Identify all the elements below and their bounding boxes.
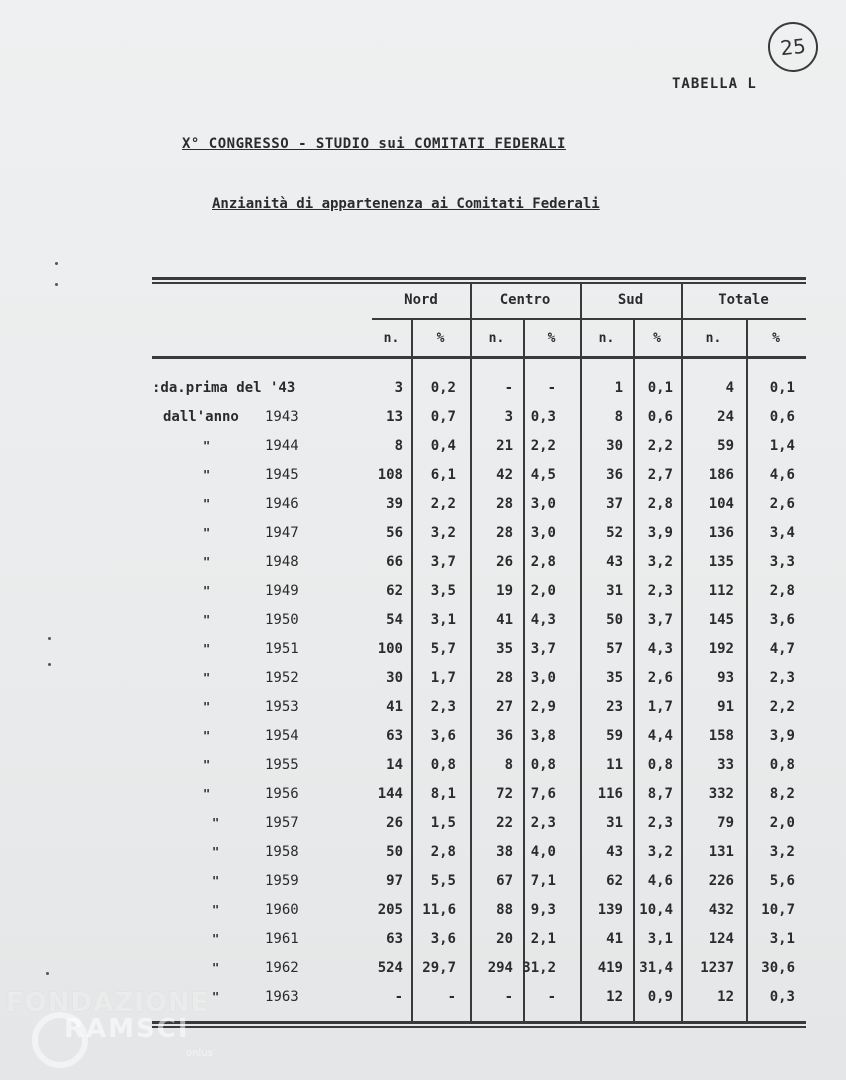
table-cell: 30,6 (761, 960, 795, 976)
table-cell: 8 (504, 757, 513, 773)
row-year: 1945 (265, 467, 299, 483)
table-cell: 0,6 (647, 409, 673, 425)
table-cell: 419 (597, 960, 623, 976)
row-year: 1952 (265, 670, 299, 686)
table-cell: 3,2 (769, 844, 795, 860)
row-year: 1943 (265, 409, 299, 425)
table-cell: 12 (717, 989, 734, 1005)
table-cell: 3,5 (430, 583, 456, 599)
table-cell: 4,6 (769, 467, 795, 483)
table-cell: 3,2 (647, 844, 673, 860)
table-cell: 50 (606, 612, 623, 628)
table-cell: 79 (717, 815, 734, 831)
table-cell: 0,4 (430, 438, 456, 454)
table-cell: 52 (606, 525, 623, 541)
row-year: 1961 (265, 931, 299, 947)
ditto-mark: " (212, 845, 220, 859)
table-cell: 39 (386, 496, 403, 512)
table-top-rule (152, 277, 806, 280)
margin-mark (48, 663, 51, 666)
table-cell: 524 (377, 960, 403, 976)
subcolumn-header: n. (598, 331, 615, 346)
table-cell: 3,8 (530, 728, 556, 744)
table-cell: 2,3 (647, 815, 673, 831)
table-cell: 2,0 (769, 815, 795, 831)
ditto-mark: " (212, 903, 220, 917)
row-year: 1950 (265, 612, 299, 628)
table-cell: 56 (386, 525, 403, 541)
table-cell: 72 (496, 786, 513, 802)
ditto-mark: " (212, 990, 220, 1004)
table-cell: 0,3 (769, 989, 795, 1005)
table-cell: 0,9 (647, 989, 673, 1005)
table-cell: 35 (606, 670, 623, 686)
table-cell: 0,1 (647, 380, 673, 396)
table-cell: 1 (614, 380, 623, 396)
row-year: 1962 (265, 960, 299, 976)
subcolumn-header: % (436, 331, 445, 346)
table-cell: 54 (386, 612, 403, 628)
table-cell: 2,3 (530, 815, 556, 831)
table-cell: 3,9 (647, 525, 673, 541)
table-cell: 3,2 (430, 525, 456, 541)
watermark-text: onlus (186, 1048, 213, 1059)
table-cell: 0,2 (430, 380, 456, 396)
table-cell: 100 (377, 641, 403, 657)
table-cell: 0,8 (647, 757, 673, 773)
ditto-mark: " (212, 874, 220, 888)
table-cell: 2,8 (647, 496, 673, 512)
table-cell: 37 (606, 496, 623, 512)
table-cell: 11 (606, 757, 623, 773)
document-title: X° CONGRESSO - STUDIO sui COMITATI FEDERALI (182, 136, 566, 152)
table-cell: 145 (708, 612, 734, 628)
ditto-mark: " (212, 961, 220, 975)
table-cell: 97 (386, 873, 403, 889)
table-cell: 2,0 (530, 583, 556, 599)
table-cell: 3,0 (530, 496, 556, 512)
table-cell: 10,4 (639, 902, 673, 918)
subcolumn-header: % (653, 331, 661, 346)
table-cell: 30 (386, 670, 403, 686)
table-cell: 4,4 (647, 728, 673, 744)
table-cell: 91 (717, 699, 734, 715)
row-year: 1959 (265, 873, 299, 889)
table-label: TABELLA L (672, 76, 757, 92)
table-cell: 35 (496, 641, 513, 657)
table-cell: 0,8 (769, 757, 795, 773)
table-cell: 3,7 (647, 612, 673, 628)
table-cell: 93 (717, 670, 734, 686)
table-cell: 66 (386, 554, 403, 570)
table-cell: 28 (496, 496, 513, 512)
table-cell: 1,4 (769, 438, 795, 454)
table-cell: 2,3 (769, 670, 795, 686)
table-cell: 139 (597, 902, 623, 918)
watermark-text: RAMSCI (64, 1014, 190, 1044)
row-year: 1947 (265, 525, 299, 541)
table-cell: 332 (708, 786, 734, 802)
row-year: 1963 (265, 989, 299, 1005)
header-rule (372, 318, 806, 320)
row-year: 1960 (265, 902, 299, 918)
table-cell: 6,1 (430, 467, 456, 483)
table-cell: 135 (708, 554, 734, 570)
table-cell: 2,7 (647, 467, 673, 483)
table-cell: 2,3 (647, 583, 673, 599)
ditto-mark: " (212, 816, 220, 830)
table-cell: 7,1 (530, 873, 556, 889)
ditto-mark: " (203, 729, 211, 743)
table-cell: - (447, 989, 456, 1005)
table-cell: 2,2 (769, 699, 795, 715)
table-cell: 0,7 (430, 409, 456, 425)
table-cell: 3 (394, 380, 403, 396)
table-bottom-rule (152, 1021, 806, 1024)
table-cell: 2,8 (430, 844, 456, 860)
table-cell: 88 (496, 902, 513, 918)
table-bottom-rule (152, 1026, 806, 1028)
table-cell: 4,6 (647, 873, 673, 889)
ditto-mark: " (203, 642, 211, 656)
table-cell: 43 (606, 844, 623, 860)
table-cell: 11,6 (422, 902, 456, 918)
document-subtitle: Anzianità di appartenenza ai Comitati Federali (212, 196, 600, 212)
table-cell: 63 (386, 728, 403, 744)
table-cell: 4 (725, 380, 734, 396)
table-cell: 1237 (700, 960, 734, 976)
column-header: Totale (718, 292, 769, 308)
margin-mark (55, 262, 58, 265)
margin-mark (48, 637, 51, 640)
row-year: 1956 (265, 786, 299, 802)
table-cell: 13 (386, 409, 403, 425)
table-cell: 30 (606, 438, 623, 454)
table-cell: 31,4 (639, 960, 673, 976)
table-cell: 2,2 (430, 496, 456, 512)
table-cell: 136 (708, 525, 734, 541)
column-header: Nord (404, 292, 438, 308)
table-cell: 3,9 (769, 728, 795, 744)
table-cell: 36 (606, 467, 623, 483)
ditto-mark: " (203, 439, 211, 453)
table-cell: 59 (606, 728, 623, 744)
table-cell: 27 (496, 699, 513, 715)
table-cell: 41 (386, 699, 403, 715)
table-cell: 4,3 (647, 641, 673, 657)
table-cell: 3,1 (769, 931, 795, 947)
table-cell: 22 (496, 815, 513, 831)
table-cell: 1,7 (647, 699, 673, 715)
table-cell: 67 (496, 873, 513, 889)
table-cell: 7,6 (530, 786, 556, 802)
table-cell: 31 (606, 583, 623, 599)
table-cell: 108 (377, 467, 403, 483)
table-cell: 28 (496, 525, 513, 541)
table-cell: 41 (496, 612, 513, 628)
table-cell: 3,6 (430, 728, 456, 744)
table-cell: 4,0 (530, 844, 556, 860)
subcolumn-header: % (547, 331, 556, 346)
table-cell: 26 (386, 815, 403, 831)
row-year: 1949 (265, 583, 299, 599)
table-cell: 28 (496, 670, 513, 686)
row-year: 1954 (265, 728, 299, 744)
table-cell: 3,1 (430, 612, 456, 628)
subcolumn-header: n. (705, 331, 722, 346)
subcolumn-header: % (772, 331, 780, 346)
table-cell: 2,8 (530, 554, 556, 570)
row-year: 1958 (265, 844, 299, 860)
table-cell: 59 (717, 438, 734, 454)
table-cell: 8,1 (430, 786, 456, 802)
table-cell: 4,7 (769, 641, 795, 657)
table-cell: 131 (708, 844, 734, 860)
table-cell: 144 (377, 786, 403, 802)
ditto-mark: " (203, 787, 211, 801)
table-cell: 205 (377, 902, 403, 918)
table-cell: 42 (496, 467, 513, 483)
table-cell: 226 (708, 873, 734, 889)
table-cell: 23 (606, 699, 623, 715)
table-cell: 9,3 (530, 902, 556, 918)
row-year: 1951 (265, 641, 299, 657)
row-label: dall'anno (163, 409, 239, 425)
table-cell: 3,7 (430, 554, 456, 570)
margin-mark (55, 283, 58, 286)
ditto-mark: " (203, 468, 211, 482)
table-cell: 3,0 (530, 525, 556, 541)
table-cell: 10,7 (761, 902, 795, 918)
row-year: 1953 (265, 699, 299, 715)
table-cell: 2,2 (530, 438, 556, 454)
table-cell: 21 (496, 438, 513, 454)
table-cell: - (547, 989, 556, 1005)
table-cell: 2,8 (769, 583, 795, 599)
table-cell: 3 (504, 409, 513, 425)
row-label: :da.prima del '43 (152, 380, 296, 396)
table-cell: 0,8 (530, 757, 556, 773)
table-cell: 3,3 (769, 554, 795, 570)
margin-mark (46, 972, 49, 975)
row-year: 1944 (265, 438, 299, 454)
table-cell: 5,7 (430, 641, 456, 657)
table-cell: 19 (496, 583, 513, 599)
table-cell: 14 (386, 757, 403, 773)
table-cell: 62 (386, 583, 403, 599)
table-cell: 3,7 (530, 641, 556, 657)
table-cell: 62 (606, 873, 623, 889)
table-cell: 158 (708, 728, 734, 744)
table-cell: - (504, 989, 513, 1005)
table-cell: 24 (717, 409, 734, 425)
table-cell: 104 (708, 496, 734, 512)
table-cell: 20 (496, 931, 513, 947)
row-year: 1946 (265, 496, 299, 512)
table-top-rule (152, 282, 806, 284)
table-cell: 294 (487, 960, 513, 976)
page-number: 25 (766, 20, 821, 75)
table-cell: 2,2 (647, 438, 673, 454)
table-cell: 50 (386, 844, 403, 860)
table-cell: 26 (496, 554, 513, 570)
table-cell: 3,2 (647, 554, 673, 570)
ditto-mark: " (203, 497, 211, 511)
row-year: 1948 (265, 554, 299, 570)
subcolumn-header: n. (488, 331, 505, 346)
table-cell: 124 (708, 931, 734, 947)
ditto-mark: " (203, 526, 211, 540)
column-header: Centro (499, 292, 551, 308)
table-cell: 1,7 (430, 670, 456, 686)
table-cell: 3,6 (769, 612, 795, 628)
ditto-mark: " (203, 555, 211, 569)
table-cell: 12 (606, 989, 623, 1005)
row-year: 1957 (265, 815, 299, 831)
table-cell: 3,0 (530, 670, 556, 686)
table-cell: 4,3 (530, 612, 556, 628)
table-cell: 8 (394, 438, 403, 454)
table-cell: 8,2 (769, 786, 795, 802)
column-header: Sud (617, 292, 644, 308)
table-cell: 41 (606, 931, 623, 947)
table-cell: - (394, 989, 403, 1005)
table-cell: 29,7 (422, 960, 456, 976)
table-cell: - (504, 380, 513, 396)
table-cell: 2,3 (430, 699, 456, 715)
table-cell: 31,2 (522, 960, 556, 976)
row-year: 1955 (265, 757, 299, 773)
table-cell: 8 (614, 409, 623, 425)
table-cell: 0,3 (530, 409, 556, 425)
ditto-mark: " (203, 671, 211, 685)
ditto-mark: " (203, 758, 211, 772)
table-cell: 31 (606, 815, 623, 831)
table-cell: 57 (606, 641, 623, 657)
table-cell: 2,9 (530, 699, 556, 715)
table-cell: 43 (606, 554, 623, 570)
table-cell: 112 (708, 583, 734, 599)
table-cell: 36 (496, 728, 513, 744)
table-cell: 2,6 (647, 670, 673, 686)
table-cell: 3,6 (430, 931, 456, 947)
ditto-mark: " (203, 584, 211, 598)
table-cell: 2,6 (769, 496, 795, 512)
table-cell: 116 (597, 786, 623, 802)
table-cell: 432 (708, 902, 734, 918)
ditto-mark: " (203, 700, 211, 714)
table-cell: 0,6 (769, 409, 795, 425)
table-cell: 4,5 (530, 467, 556, 483)
watermark-text: FONDAZIONE (6, 988, 210, 1018)
table-cell: 0,8 (430, 757, 456, 773)
table-cell: 2,1 (530, 931, 556, 947)
table-cell: 0,1 (769, 380, 795, 396)
table-cell: - (547, 380, 556, 396)
table-cell: 33 (717, 757, 734, 773)
table-cell: 8,7 (647, 786, 673, 802)
table-cell: 5,6 (769, 873, 795, 889)
header-bottom-rule (152, 356, 806, 359)
table-cell: 5,5 (430, 873, 456, 889)
table-cell: 3,1 (647, 931, 673, 947)
table-cell: 3,4 (769, 525, 795, 541)
ditto-mark: " (212, 932, 220, 946)
ditto-mark: " (203, 613, 211, 627)
table-cell: 63 (386, 931, 403, 947)
table-cell: 192 (708, 641, 734, 657)
subcolumn-header: n. (383, 331, 400, 346)
table-cell: 186 (708, 467, 734, 483)
table-cell: 38 (496, 844, 513, 860)
table-cell: 1,5 (430, 815, 456, 831)
